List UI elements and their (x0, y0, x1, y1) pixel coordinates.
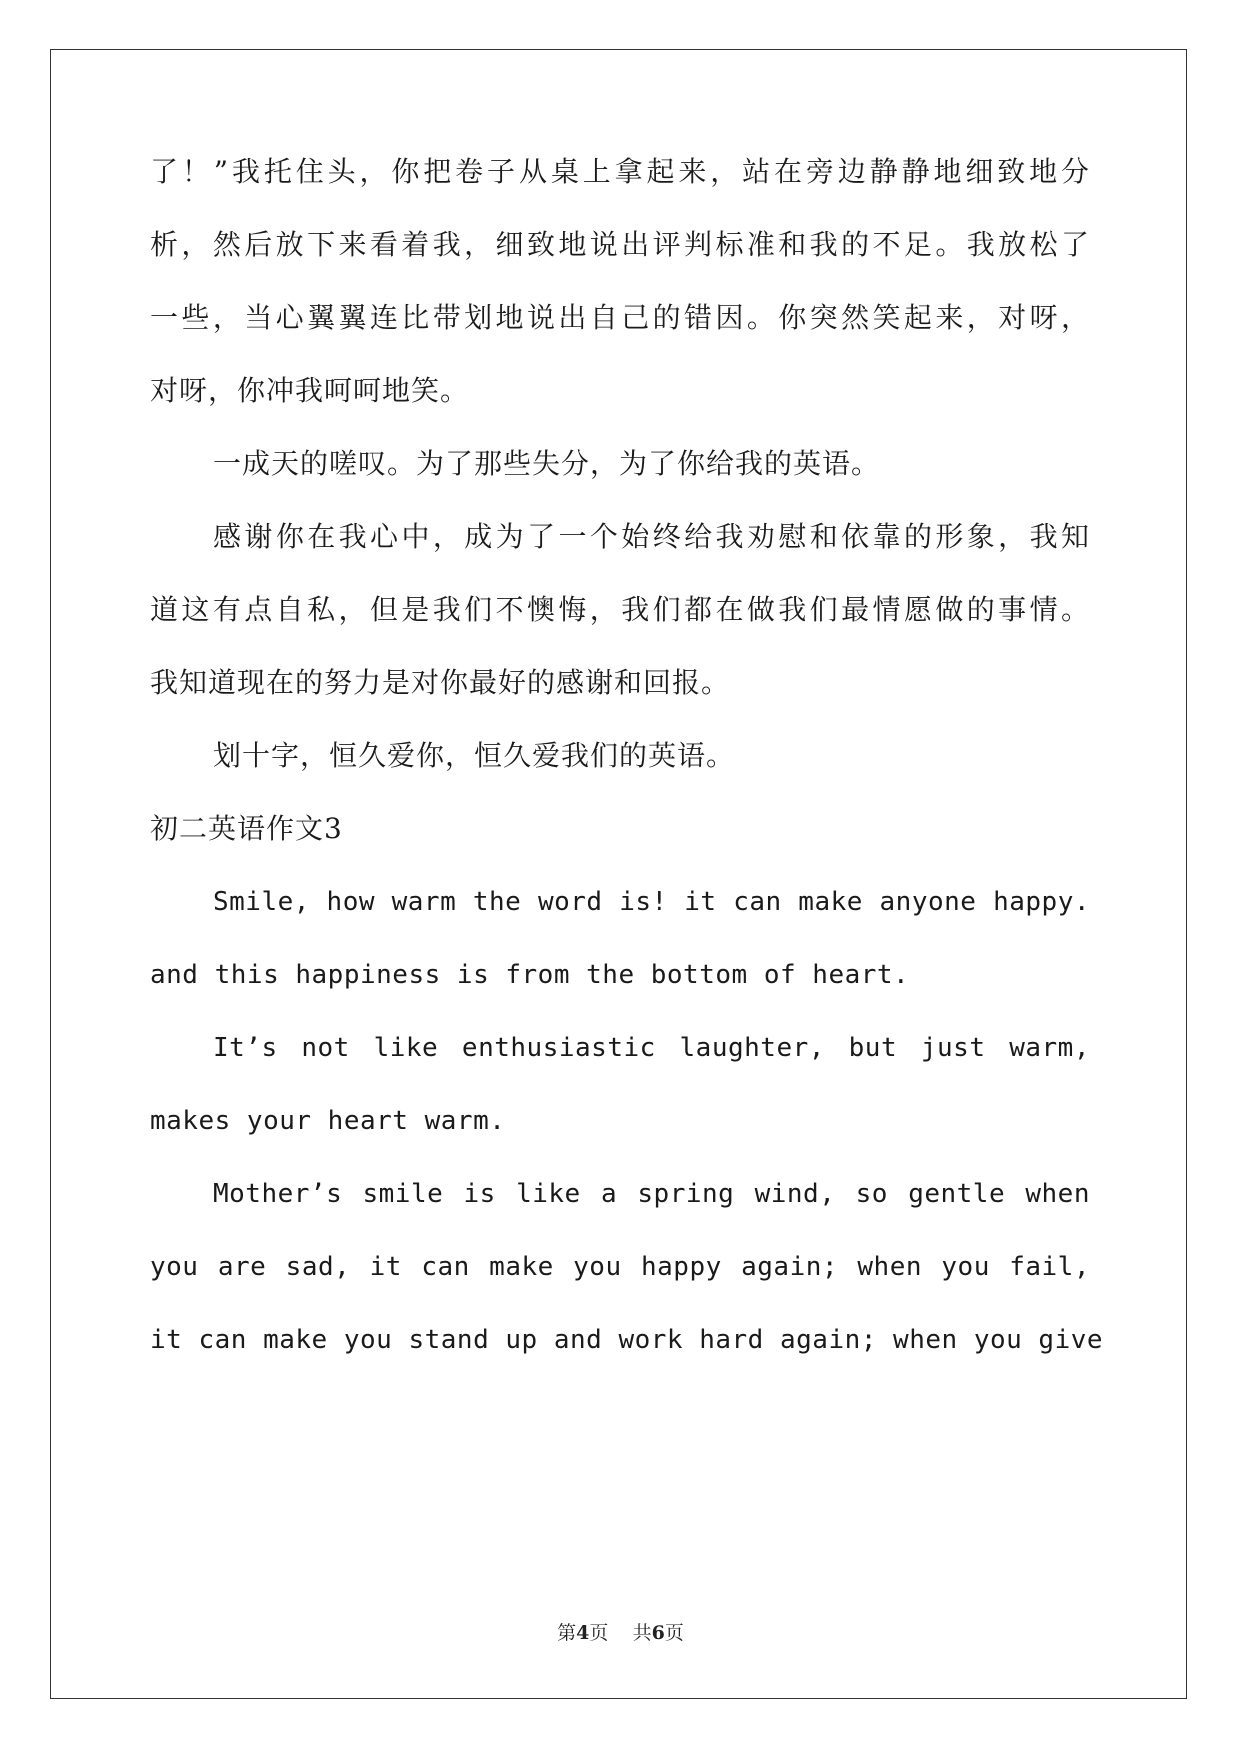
text-line: makes your heart warm. (150, 1106, 506, 1136)
footer-prefix: 第 (557, 1622, 577, 1644)
section-heading: 初二英语作文3 (150, 812, 343, 845)
footer-page-unit: 页 (589, 1622, 609, 1644)
text-line: 划十字，恒久爱你，恒久爱我们的英语。 (213, 739, 736, 772)
text-line: Mother’s smile is like a spring wind, so gentle when (213, 1179, 1090, 1209)
text-line: 一成天的嗟叹。为了那些失分，为了你给我的英语。 (213, 447, 881, 480)
text-line: 了！”我托住头，你把卷子从桌上拿起来，站在旁边静静地细致地分 (150, 155, 1090, 188)
page-footer (0, 1618, 1241, 1645)
page-border (50, 49, 1187, 1699)
text-line: Smile, how warm the word is! it can make anyone happy. (213, 887, 1090, 917)
text-line: 我知道现在的努力是对你最好的感谢和回报。 (150, 666, 731, 699)
current-page-number: 4 (576, 1622, 590, 1644)
text-line: 一些，当心翼翼连比带划地说出自己的错因。你突然笑起来，对呀， (150, 301, 1090, 334)
text-line: 析，然后放下来看着我，细致地说出评判标准和我的不足。我放松了 (150, 228, 1090, 261)
text-line: it can make you stand up and work hard again; when you give (150, 1325, 1104, 1355)
text-line: you are sad, it can make you happy again; when you fail, (150, 1252, 1090, 1282)
text-line: It’s not like enthusiastic laughter, but just warm, (213, 1033, 1090, 1063)
footer-total-prefix: 共 (632, 1622, 652, 1644)
text-line: 感谢你在我心中，成为了一个始终给我劝慰和依靠的形象，我知 (213, 520, 1090, 553)
text-line: and this happiness is from the bottom of heart. (150, 960, 910, 990)
total-pages-number: 6 (651, 1622, 665, 1644)
text-line: 道这有点自私，但是我们不懊悔，我们都在做我们最情愿做的事情。 (150, 593, 1090, 626)
text-line: 对呀，你冲我呵呵地笑。 (150, 374, 470, 407)
footer-total-unit: 页 (664, 1622, 684, 1644)
